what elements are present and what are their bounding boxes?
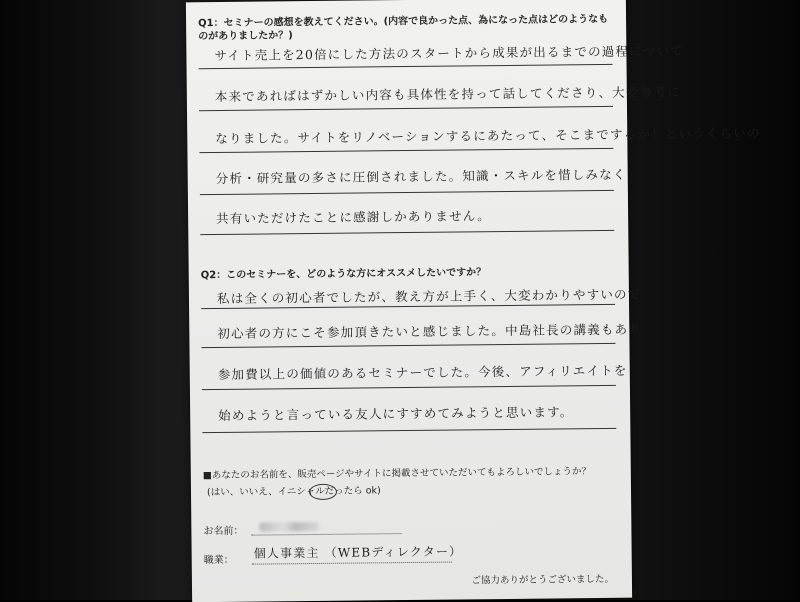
q1-question: Q1：セミナーの感想を教えてください。(内容で良かった点、為になった点はどのようなものがありましたか？) bbox=[198, 13, 609, 43]
answer-rule bbox=[200, 190, 614, 195]
answer-rule bbox=[202, 385, 616, 390]
q1-answer-line-2: 本来であればはずかしい内容も具体性を持って話してくださり、大変参考に bbox=[214, 84, 681, 105]
q1-answer-line-5: 共有いただけたことに感謝しかありません。 bbox=[216, 208, 491, 227]
q2-answer-line-3: 参加費以上の価値のあるセミナーでした。今後、アフィリエイトを bbox=[217, 362, 628, 383]
closing-text: ご協力ありがとうございました。 bbox=[471, 573, 614, 587]
survey-sheet bbox=[186, 0, 761, 602]
job-value: 個人事業主 （WEBディレクター） bbox=[253, 544, 463, 561]
answer-rule bbox=[201, 343, 615, 348]
name-value-blurred bbox=[259, 522, 319, 532]
q1-answer-line-4: 分析・研究量の多さに圧倒されました。知識・スキルを惜しみなく bbox=[215, 166, 627, 187]
answer-rule bbox=[199, 148, 613, 153]
answer-rule bbox=[202, 428, 616, 433]
q2-answer-line-2: 初心者の方にこそ参加頂きたいと感じました。中島社長の講義もあり bbox=[217, 321, 643, 342]
name-label: お名前： bbox=[203, 525, 244, 538]
q1-answer-line-1: サイト売上を20倍にした方法のスタートから成果が出るまでの過程について bbox=[214, 43, 684, 64]
q2-question: Q2：このセミナーを、どのような方にオススメしたいですか？ bbox=[200, 267, 487, 282]
name-underline bbox=[251, 533, 401, 536]
answer-rule bbox=[199, 64, 613, 69]
permission-options: (はい、いいえ、イニシャルだったら ok) bbox=[206, 485, 381, 499]
q1-answer-line-3: なりました。サイトをリノベーションするにあたって、そこまでするか！というくらいの bbox=[215, 125, 761, 147]
answer-rule bbox=[200, 230, 614, 235]
q2-answer-line-1: 私は全くの初心者でしたが、教え方が上手く、大変わかりやすいので bbox=[216, 286, 642, 307]
q2-answer-line-4: 始めようと言っている友人にすすめてみようと思います。 bbox=[218, 404, 574, 424]
answer-rule bbox=[199, 106, 613, 111]
job-label: 職業： bbox=[203, 554, 234, 567]
permission-question: ■あなたのお名前を、販売ページやサイトに掲載させていただいてもよろしいでしょうか？ bbox=[202, 466, 591, 482]
job-underline bbox=[252, 562, 452, 565]
